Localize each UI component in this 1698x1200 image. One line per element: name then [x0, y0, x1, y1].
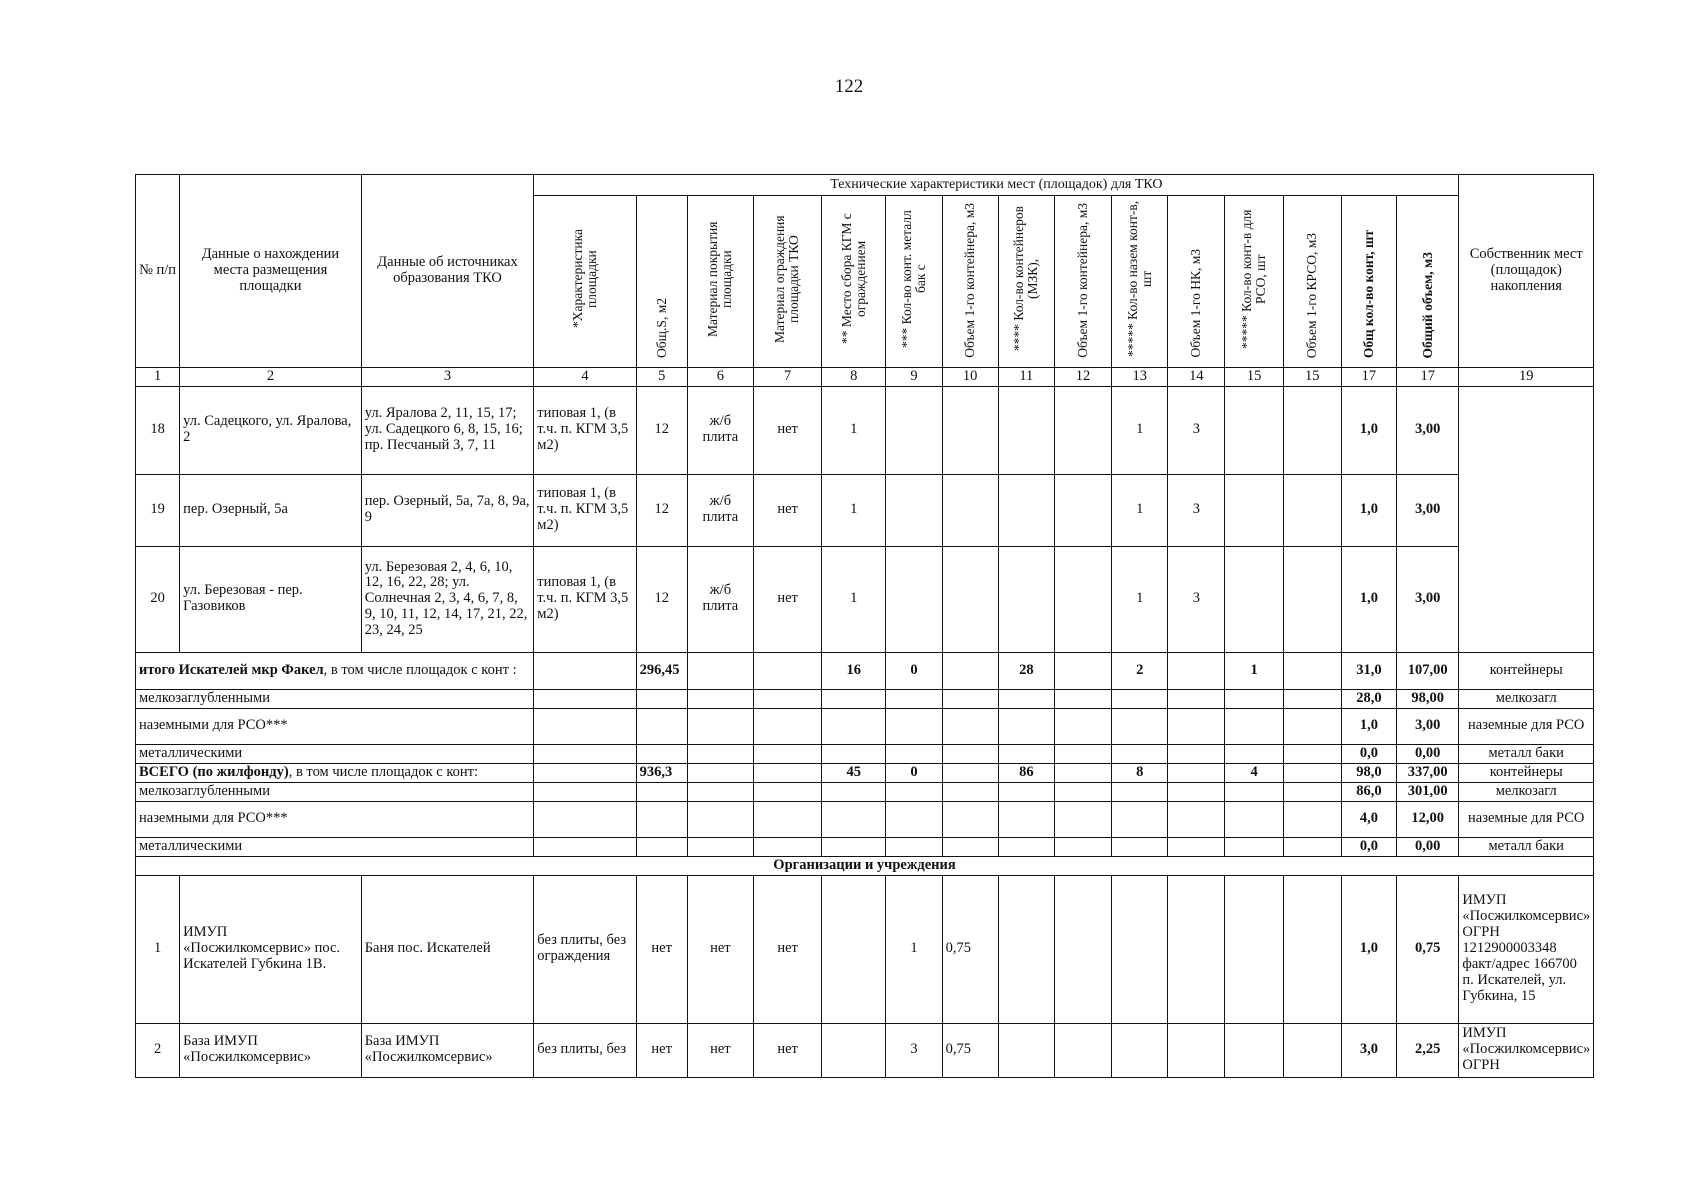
empty-cell — [636, 801, 687, 837]
summary-sub-label: наземными для РСО*** — [136, 708, 534, 744]
site-characteristic: типовая 1, (в т.ч. п. КГМ 3,5 м2) — [534, 474, 636, 546]
summary-sub-owner: металл баки — [1459, 837, 1594, 856]
empty-cell — [534, 837, 636, 856]
row-number: 19 — [136, 474, 180, 546]
empty-cell — [886, 708, 942, 744]
empty-cell — [753, 689, 821, 708]
owner-cell — [1459, 386, 1594, 652]
summary-area: 936,3 — [636, 763, 687, 782]
total-volume: 2,25 — [1397, 1023, 1459, 1077]
site-characteristic: типовая 1, (в т.ч. п. КГМ 3,5 м2) — [534, 386, 636, 474]
row-number: 1 — [136, 875, 180, 1023]
empty-cell — [1168, 801, 1225, 837]
metal-count — [886, 474, 942, 546]
column-number: 6 — [687, 367, 753, 386]
empty-cell — [942, 837, 998, 856]
owner-cell: ИМУП «Посжилкомсервис» ОГРН — [1459, 1023, 1594, 1077]
column-number: 17 — [1397, 367, 1459, 386]
header-tech-col — [753, 196, 821, 368]
column-number: 4 — [534, 367, 636, 386]
metal-volume — [942, 386, 998, 474]
column-number: 9 — [886, 367, 942, 386]
empty-cell — [1054, 708, 1111, 744]
empty-cell — [1112, 801, 1168, 837]
column-number: 15 — [1283, 367, 1341, 386]
row-number: 20 — [136, 546, 180, 652]
summary-sub-volume: 98,00 — [1397, 689, 1459, 708]
kgm-place — [822, 1023, 886, 1077]
empty-cell — [1225, 708, 1283, 744]
summary-kgm: 16 — [822, 652, 886, 689]
header-tech-col — [1054, 196, 1111, 368]
header-location: Данные о нахождении места размещения площадки — [180, 175, 362, 368]
summary-sub-owner: мелкозагл — [1459, 689, 1594, 708]
cover-material: нет — [687, 875, 753, 1023]
waste-sources: Баня пос. Искателей — [361, 875, 534, 1023]
empty-cell — [998, 782, 1054, 801]
header-tech-col-label: **** Кол-во контейнеров (МЗК), — [1011, 206, 1041, 352]
empty-cell — [1168, 708, 1225, 744]
summary-sub-volume: 301,00 — [1397, 782, 1459, 801]
empty-cell — [1283, 708, 1341, 744]
nk-volume: 3 — [1168, 386, 1225, 474]
summary-sub-owner: мелкозагл — [1459, 782, 1594, 801]
summary-sub-count: 0,0 — [1341, 837, 1396, 856]
header-tech-col-label: Материал покрытия площадки — [705, 221, 735, 337]
header-tech-col-label: Объем 1-го контейнера, м3 — [962, 203, 978, 358]
krso-count — [1225, 546, 1283, 652]
metal-count — [886, 386, 942, 474]
empty-cell — [753, 744, 821, 763]
cover-material: ж/б плита — [687, 546, 753, 652]
header-tech-col — [822, 196, 886, 368]
empty-cell — [942, 801, 998, 837]
header-tech-col — [1397, 196, 1459, 368]
empty-cell — [687, 782, 753, 801]
metal-count: 3 — [886, 1023, 942, 1077]
empty-cell — [1168, 837, 1225, 856]
waste-sources: пер. Озерный, 5а, 7а, 8, 9а, 9 — [361, 474, 534, 546]
header-tech-col-label: Общ кол-во конт, шт — [1360, 229, 1376, 358]
summary-metal: 0 — [886, 652, 942, 689]
column-number: 1 — [136, 367, 180, 386]
total-volume: 3,00 — [1397, 386, 1459, 474]
empty-cell — [942, 782, 998, 801]
column-number: 11 — [998, 367, 1054, 386]
metal-volume — [942, 546, 998, 652]
total-count: 1,0 — [1341, 386, 1396, 474]
header-tech-col — [1225, 196, 1283, 368]
fence-material: нет — [753, 474, 821, 546]
empty-cell — [1112, 708, 1168, 744]
empty-cell — [822, 801, 886, 837]
empty-cell — [1112, 837, 1168, 856]
fence-material: нет — [753, 875, 821, 1023]
header-tech-col-label: ** Место сбора КГМ с ограждением — [838, 213, 868, 345]
summary-sub-owner: наземные для РСО — [1459, 801, 1594, 837]
site-characteristic: без плиты, без ограждения — [534, 875, 636, 1023]
empty-cell — [636, 837, 687, 856]
mzk-count — [998, 386, 1054, 474]
fence-material: нет — [753, 1023, 821, 1077]
mzk-count — [998, 1023, 1054, 1077]
header-tech-col-label: *Характеристика площадки — [569, 229, 599, 329]
empty-cell — [753, 708, 821, 744]
nk-count — [1112, 1023, 1168, 1077]
site-area: 12 — [636, 546, 687, 652]
empty-cell — [1283, 689, 1341, 708]
column-number: 7 — [753, 367, 821, 386]
total-count: 1,0 — [1341, 875, 1396, 1023]
header-tech-col-label: ***** Кол-во конт-в для РСО, шт — [1238, 209, 1269, 349]
header-tech-col — [1112, 196, 1168, 368]
header-tech-col — [1341, 196, 1396, 368]
summary-sub-row — [136, 689, 1594, 708]
kgm-place: 1 — [822, 546, 886, 652]
header-tech-col — [1283, 196, 1341, 368]
empty-cell — [534, 744, 636, 763]
summary-sub-volume: 0,00 — [1397, 837, 1459, 856]
mzk-volume — [1054, 875, 1111, 1023]
empty-cell — [636, 689, 687, 708]
empty-cell — [687, 837, 753, 856]
table-row — [136, 1023, 1594, 1077]
header-tech-col — [534, 196, 636, 368]
summary-sub-row — [136, 708, 1594, 744]
empty-cell — [822, 837, 886, 856]
table-row — [136, 875, 1594, 1023]
site-area: нет — [636, 1023, 687, 1077]
metal-count — [886, 546, 942, 652]
fence-material: нет — [753, 546, 821, 652]
empty-cell — [687, 708, 753, 744]
column-number: 8 — [822, 367, 886, 386]
header-tech-col — [636, 196, 687, 368]
empty-cell — [886, 782, 942, 801]
column-number: 2 — [180, 367, 362, 386]
empty-cell — [1168, 782, 1225, 801]
krso-count — [1225, 386, 1283, 474]
header-tech-col-label: Общий объем, м3 — [1419, 251, 1435, 358]
header-sources: Данные об источниках образования ТКО — [361, 175, 534, 368]
empty-cell — [1225, 782, 1283, 801]
krso-volume — [1283, 474, 1341, 546]
summary-sub-count: 1,0 — [1341, 708, 1396, 744]
header-tech-col-label: Материал ограждения площадки ТКО — [772, 215, 802, 343]
empty-cell — [753, 837, 821, 856]
summary-sub-volume: 12,00 — [1397, 801, 1459, 837]
summary-sub-volume: 0,00 — [1397, 744, 1459, 763]
summary-label: итого Искателей мкр Факел, в том числе площадок с конт : — [136, 652, 534, 689]
summary-sub-row — [136, 837, 1594, 856]
cover-material: нет — [687, 1023, 753, 1077]
summary-sub-row — [136, 782, 1594, 801]
empty-cell — [687, 689, 753, 708]
empty-cell — [1054, 801, 1111, 837]
fence-material: нет — [753, 386, 821, 474]
empty-cell — [886, 801, 942, 837]
total-count: 1,0 — [1341, 546, 1396, 652]
empty-cell — [534, 689, 636, 708]
summary-area: 296,45 — [636, 652, 687, 689]
header-tech-group: Технические характеристики мест (площадок) для ТКО — [534, 175, 1459, 196]
column-number: 15 — [1225, 367, 1283, 386]
empty-cell — [753, 782, 821, 801]
total-volume: 3,00 — [1397, 474, 1459, 546]
header-tech-col-label: ***** Кол-во назем конт-в, шт — [1124, 200, 1154, 358]
empty-cell — [998, 689, 1054, 708]
empty-cell — [1168, 689, 1225, 708]
empty-cell — [1054, 782, 1111, 801]
summary-sub-owner: металл баки — [1459, 744, 1594, 763]
summary-sub-row — [136, 801, 1594, 837]
empty-cell — [998, 744, 1054, 763]
header-tech-col-label: Объем 1-го НК, м3 — [1188, 249, 1204, 358]
summary-sub-owner: наземные для РСО — [1459, 708, 1594, 744]
summary-krso: 1 — [1225, 652, 1283, 689]
summary-sub-count: 86,0 — [1341, 782, 1396, 801]
column-number: 10 — [942, 367, 998, 386]
table-row — [136, 474, 1594, 546]
metal-volume: 0,75 — [942, 875, 998, 1023]
column-number: 12 — [1054, 367, 1111, 386]
mzk-count — [998, 474, 1054, 546]
empty-cell — [886, 837, 942, 856]
krso-volume — [1283, 1023, 1341, 1077]
site-characteristic: без плиты, без — [534, 1023, 636, 1077]
empty-cell — [534, 801, 636, 837]
site-location: ИМУП «Посжилкомсервис» пос. Искателей Губкина 1В. — [180, 875, 362, 1023]
header-tech-col-label: *** Кол-во конт. металл бак с — [898, 210, 928, 348]
krso-volume — [1283, 875, 1341, 1023]
waste-sources: ул. Яралова 2, 11, 15, 17; ул. Садецкого 6, 8, 15, 16; пр. Песчаный 3, 7, 11 — [361, 386, 534, 474]
header-tech-col-label: Объем 1-го КРСО, м3 — [1304, 232, 1320, 358]
column-number: 3 — [361, 367, 534, 386]
header-tech-col — [1168, 196, 1225, 368]
site-area: нет — [636, 875, 687, 1023]
site-area: 12 — [636, 386, 687, 474]
empty-cell — [1112, 689, 1168, 708]
empty-cell — [1112, 744, 1168, 763]
kgm-place — [822, 875, 886, 1023]
empty-cell — [636, 782, 687, 801]
summary-owner: контейнеры — [1459, 652, 1594, 689]
empty-cell — [534, 782, 636, 801]
column-number: 14 — [1168, 367, 1225, 386]
nk-volume — [1168, 1023, 1225, 1077]
nk-count: 1 — [1112, 474, 1168, 546]
nk-volume: 3 — [1168, 474, 1225, 546]
site-characteristic: типовая 1, (в т.ч. п. КГМ 3,5 м2) — [534, 546, 636, 652]
column-number: 13 — [1112, 367, 1168, 386]
empty-cell — [998, 708, 1054, 744]
nk-count: 1 — [1112, 386, 1168, 474]
summary-owner: контейнеры — [1459, 763, 1594, 782]
header-tech-col-label: Объем 1-го контейнера, м3 — [1074, 203, 1090, 358]
nk-volume — [1168, 875, 1225, 1023]
summary-sub-label: мелкозаглубленными — [136, 782, 534, 801]
summary-nk: 2 — [1112, 652, 1168, 689]
header-num: № п/п — [136, 175, 180, 368]
empty-cell — [886, 744, 942, 763]
metal-count: 1 — [886, 875, 942, 1023]
empty-cell — [1112, 782, 1168, 801]
krso-volume — [1283, 386, 1341, 474]
table-row — [136, 386, 1594, 474]
empty-cell — [636, 744, 687, 763]
nk-count: 1 — [1112, 546, 1168, 652]
summary-label: ВСЕГО (по жилфонду), в том числе площадок с конт: — [136, 763, 534, 782]
mzk-volume — [1054, 386, 1111, 474]
header-tech-col — [886, 196, 942, 368]
empty-cell — [822, 708, 886, 744]
nk-count — [1112, 875, 1168, 1023]
empty-cell — [687, 744, 753, 763]
waste-sources: База ИМУП «Посжилкомсервис» — [361, 1023, 534, 1077]
empty-cell — [886, 689, 942, 708]
site-area: 12 — [636, 474, 687, 546]
empty-cell — [1283, 837, 1341, 856]
empty-cell — [753, 801, 821, 837]
page-number: 122 — [834, 76, 864, 97]
summary-nk: 8 — [1112, 763, 1168, 782]
summary-sub-count: 28,0 — [1341, 689, 1396, 708]
metal-volume: 0,75 — [942, 1023, 998, 1077]
summary-krso: 4 — [1225, 763, 1283, 782]
header-tech-col — [942, 196, 998, 368]
empty-cell — [1283, 801, 1341, 837]
krso-count — [1225, 875, 1283, 1023]
empty-cell — [534, 708, 636, 744]
mzk-volume — [1054, 474, 1111, 546]
empty-cell — [1225, 837, 1283, 856]
column-number: 19 — [1459, 367, 1594, 386]
cover-material: ж/б плита — [687, 386, 753, 474]
summary-sub-count: 0,0 — [1341, 744, 1396, 763]
summary-row — [136, 652, 1594, 689]
summary-sub-count: 4,0 — [1341, 801, 1396, 837]
mzk-volume — [1054, 1023, 1111, 1077]
column-number: 5 — [636, 367, 687, 386]
empty-cell — [1225, 744, 1283, 763]
site-location: ул. Березовая - пер. Газовиков — [180, 546, 362, 652]
empty-cell — [1283, 744, 1341, 763]
nk-volume: 3 — [1168, 546, 1225, 652]
summary-total-volume: 107,00 — [1397, 652, 1459, 689]
table-row — [136, 546, 1594, 652]
empty-cell — [822, 689, 886, 708]
empty-cell — [687, 801, 753, 837]
summary-mzk: 86 — [998, 763, 1054, 782]
empty-cell — [1054, 837, 1111, 856]
summary-metal: 0 — [886, 763, 942, 782]
total-count: 1,0 — [1341, 474, 1396, 546]
header-owner: Собственник мест (площадок) накопления — [1459, 175, 1594, 368]
total-volume: 0,75 — [1397, 875, 1459, 1023]
site-location: пер. Озерный, 5а — [180, 474, 362, 546]
summary-mzk: 28 — [998, 652, 1054, 689]
summary-total-count: 31,0 — [1341, 652, 1396, 689]
empty-cell — [1168, 744, 1225, 763]
summary-kgm: 45 — [822, 763, 886, 782]
summary-sub-label: металлическими — [136, 744, 534, 763]
metal-volume — [942, 474, 998, 546]
empty-cell — [998, 837, 1054, 856]
mzk-count — [998, 875, 1054, 1023]
total-volume: 3,00 — [1397, 546, 1459, 652]
site-location: ул. Садецкого, ул. Яралова, 2 — [180, 386, 362, 474]
empty-cell — [942, 689, 998, 708]
empty-cell — [1054, 744, 1111, 763]
empty-cell — [1283, 782, 1341, 801]
row-number: 18 — [136, 386, 180, 474]
summary-sub-label: наземными для РСО*** — [136, 801, 534, 837]
summary-sub-volume: 3,00 — [1397, 708, 1459, 744]
empty-cell — [998, 801, 1054, 837]
empty-cell — [1225, 689, 1283, 708]
krso-count — [1225, 474, 1283, 546]
site-location: База ИМУП «Посжилкомсервис» — [180, 1023, 362, 1077]
header-tech-col — [687, 196, 753, 368]
kgm-place: 1 — [822, 386, 886, 474]
column-number: 17 — [1341, 367, 1396, 386]
total-count: 3,0 — [1341, 1023, 1396, 1077]
empty-cell — [636, 708, 687, 744]
summary-total-volume: 337,00 — [1397, 763, 1459, 782]
mzk-count — [998, 546, 1054, 652]
empty-cell — [942, 744, 998, 763]
summary-sub-label: мелкозаглубленными — [136, 689, 534, 708]
waste-sites-table — [135, 174, 1594, 1078]
mzk-volume — [1054, 546, 1111, 652]
kgm-place: 1 — [822, 474, 886, 546]
empty-cell — [822, 782, 886, 801]
summary-total-count: 98,0 — [1341, 763, 1396, 782]
summary-sub-row — [136, 744, 1594, 763]
empty-cell — [822, 744, 886, 763]
waste-sources: ул. Березовая 2, 4, 6, 10, 12, 16, 22, 28; ул. Солнечная 2, 3, 4, 6, 7, 8, 9, 10, 11, 12, 14, 17, 21, 22, 23, 24, 25 — [361, 546, 534, 652]
empty-cell — [1054, 689, 1111, 708]
krso-volume — [1283, 546, 1341, 652]
summary-sub-label: металлическими — [136, 837, 534, 856]
empty-cell — [942, 708, 998, 744]
krso-count — [1225, 1023, 1283, 1077]
summary-row — [136, 763, 1594, 782]
row-number: 2 — [136, 1023, 180, 1077]
section-title: Организации и учреждения — [136, 856, 1594, 875]
header-tech-col-label: Общ.S, м2 — [653, 298, 669, 358]
owner-cell: ИМУП «Посжилкомсервис» ОГРН 1212900003348 факт/адрес 166700 п. Искателей, ул. Губкина, 15 — [1459, 875, 1594, 1023]
header-tech-col — [998, 196, 1054, 368]
empty-cell — [1225, 801, 1283, 837]
cover-material: ж/б плита — [687, 474, 753, 546]
